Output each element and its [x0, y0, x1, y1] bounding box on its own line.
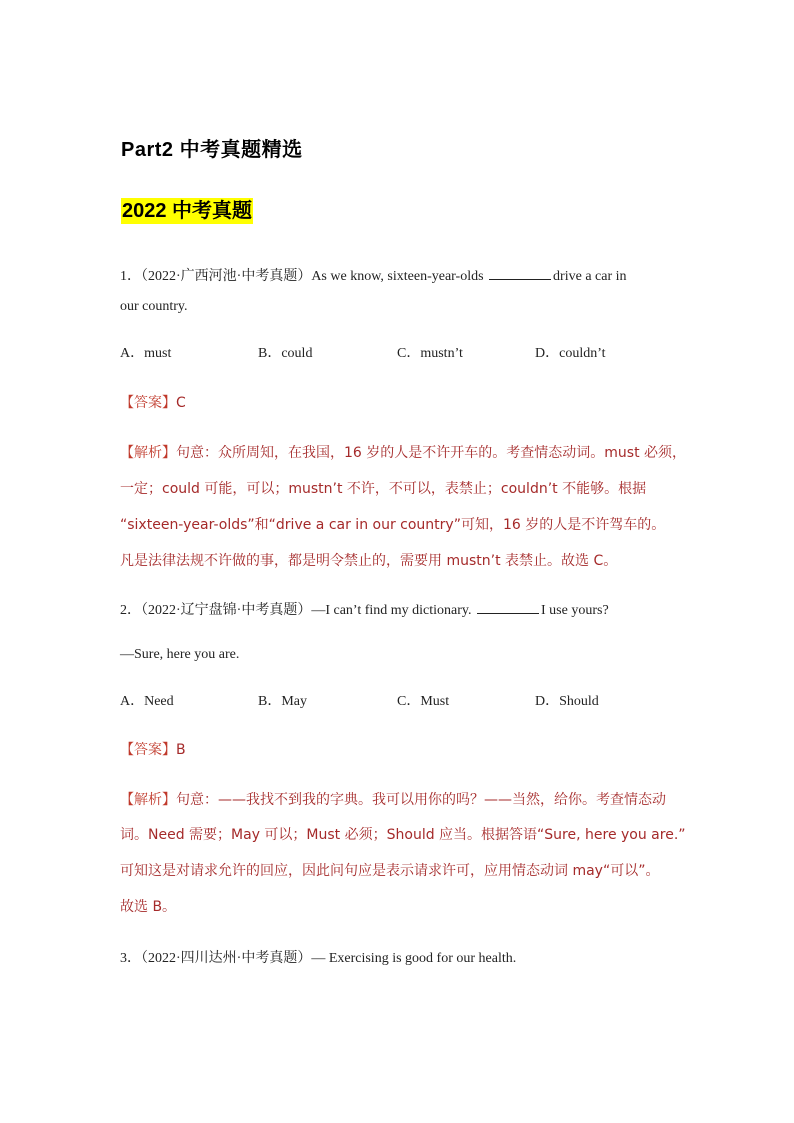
- part-title: Part2 中考真题精选: [121, 139, 303, 161]
- explanation-text: 句意：——我找不到我的字典。我可以用你的吗？——当然，给你。考查情态动: [176, 792, 666, 808]
- question-2-explanation-line: 可知这是对请求允许的回应，因此问句应是表示请求许可，应用情态动词 may“可以”。: [120, 863, 660, 879]
- explanation-tag: 【解析】: [120, 792, 176, 808]
- question-1-option-d: D．couldn’t: [535, 346, 606, 361]
- question-1-stem-line2: our country.: [120, 299, 188, 314]
- answer-blank: [477, 601, 539, 614]
- answer-blank: [489, 267, 551, 280]
- question-1-option-a: A．must: [120, 346, 172, 361]
- question-1-explanation-line: 一定；could 可能，可以；mustn’t 不许，不可以，表禁止；couldn’t 不能够。根据: [120, 481, 647, 497]
- question-2-explanation-line: 故选 B。: [120, 899, 177, 915]
- question-2-stem-text: 2．（2022·辽宁盘锦·中考真题）—I can’t find my dictionary.: [120, 603, 472, 618]
- question-3-stem: 3．（2022·四川达州·中考真题）— Exercising is good for our health.: [120, 951, 517, 966]
- question-1-option-b: B．could: [258, 346, 313, 361]
- question-2-option-a: A．Need: [120, 694, 174, 709]
- question-1-stem-text: 1．（2022·广西河池·中考真题）As we know, sixteen-year-olds: [120, 269, 484, 284]
- question-1-explanation-line: “sixteen-year-olds”和“drive a car in our country”可知，16 岁的人是不许驾车的。: [120, 517, 666, 533]
- question-1-option-c: C．mustn’t: [397, 346, 463, 361]
- question-1-explanation-line: 凡是法律法规不许做的事，都是明令禁止的，需要用 mustn’t 表禁止。故选 C。: [120, 553, 618, 569]
- question-1-stem: [120, 265, 627, 285]
- question-2-answer: [120, 739, 186, 759]
- question-2-explanation-line: 词。Need 需要；May 可以；Must 必须；Should 应当。根据答语“Sure, here you are.”: [120, 827, 686, 843]
- question-1-stem-tail: drive a car in: [553, 269, 627, 284]
- question-2-option-d: D．Should: [535, 694, 599, 709]
- explanation-text: 句意：众所周知，在我国，16 岁的人是不许开车的。考查情态动词。must 必须，: [176, 445, 687, 461]
- question-2-stem: [120, 599, 609, 619]
- question-1-answer: [120, 392, 186, 412]
- year-title: 2022 中考真题: [122, 200, 253, 222]
- question-2-explanation-line: [120, 789, 666, 809]
- answer-value: B: [176, 742, 186, 758]
- explanation-tag: 【解析】: [120, 445, 176, 461]
- question-2-option-b: B．May: [258, 694, 307, 709]
- question-2-stem-line2: —Sure, here you are.: [120, 647, 240, 662]
- question-2-stem-tail: I use yours?: [541, 603, 609, 618]
- question-2-option-c: C．Must: [397, 694, 450, 709]
- answer-value: C: [176, 395, 186, 411]
- answer-tag: 【答案】: [120, 395, 176, 411]
- question-1-explanation-line: [120, 442, 686, 462]
- answer-tag: 【答案】: [120, 742, 176, 758]
